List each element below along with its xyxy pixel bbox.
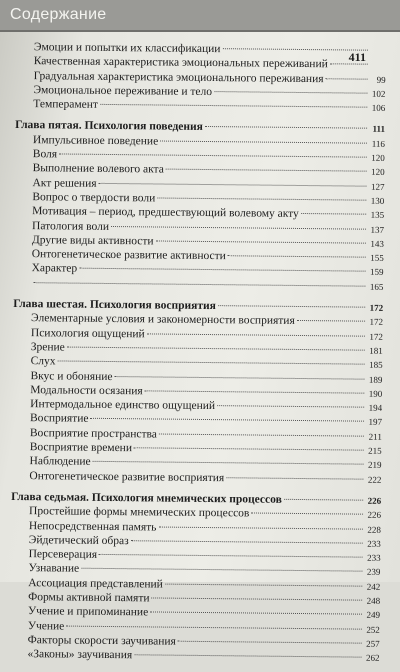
- dot-leader: [111, 226, 366, 230]
- entry-title: Импульсивное поведение: [33, 133, 158, 149]
- entry-title: Вкус и обоняние: [30, 369, 112, 384]
- dot-leader: [297, 320, 365, 322]
- entry-title: Вопрос о твердости воли: [32, 190, 155, 206]
- dot-leader: [67, 346, 365, 350]
- dot-leader: [157, 197, 366, 200]
- entry-page-number: 228: [365, 522, 381, 536]
- entry-page-number: 257: [364, 637, 380, 651]
- entry-title: Формы активной памяти: [28, 590, 150, 606]
- entry-page-number: 185: [367, 358, 383, 372]
- dot-leader: [115, 376, 365, 380]
- dot-leader: [222, 48, 367, 51]
- entry-page-number: 137: [368, 222, 384, 236]
- dot-leader: [99, 183, 367, 187]
- entry-title: Наблюдение: [30, 454, 91, 469]
- entry-title: Выполнение волевого акта: [33, 162, 164, 178]
- dot-leader: [284, 499, 363, 501]
- entry-title: Онтогенетическое развитие восприятия: [29, 469, 224, 485]
- entry-title: Психология ощущений: [31, 326, 145, 341]
- entry-page-number: 233: [365, 551, 381, 565]
- dot-leader: [81, 568, 362, 572]
- entry-page-number: 249: [364, 608, 380, 622]
- entry-page-number: 102: [369, 87, 385, 101]
- running-header: [0, 0, 400, 32]
- entry-title: Учение и припоминание: [28, 604, 148, 620]
- dot-leader: [59, 154, 367, 158]
- entry-page-number: 211: [366, 429, 382, 443]
- dot-leader: [214, 91, 367, 94]
- entry-title: Зрение: [31, 340, 65, 355]
- entry-title: «Законы» заучивания: [27, 647, 132, 662]
- entry-page-number: 120: [369, 151, 385, 165]
- entry-title: Эйдетический образ: [29, 533, 129, 548]
- entry-page-number: 116: [369, 136, 385, 150]
- entry-page-number: 172: [367, 315, 383, 329]
- dot-leader: [152, 597, 363, 600]
- entry-title: Интермодальное единство ощущений: [30, 397, 215, 413]
- entry-page-number: 99: [370, 72, 386, 86]
- dot-leader: [330, 64, 368, 65]
- dot-leader: [99, 554, 363, 558]
- dot-leader: [66, 625, 362, 629]
- entry-title: Характер: [32, 262, 78, 277]
- entry-title: Ассоциация представлений: [28, 576, 163, 592]
- entry-title: Эмоциональное переживание и тело: [33, 83, 212, 99]
- entry-page-number: 194: [366, 401, 382, 415]
- entry-title: Непосредственная память: [29, 519, 157, 535]
- dot-leader: [58, 361, 365, 365]
- entry-title: Факторы скорости заучивания: [28, 633, 176, 649]
- chapter-title: Глава пятая. Психология поведения: [15, 118, 203, 134]
- entry-page-number: 135: [368, 208, 384, 222]
- entry-title: Мотивация – период, предшествующий волевому акту: [32, 204, 299, 221]
- dot-leader: [326, 78, 368, 79]
- entry-title: Акт решения: [32, 176, 96, 191]
- toc-section: [11, 297, 383, 487]
- entry-title: Модальности осязания: [30, 383, 143, 398]
- entry-page-number: 165: [367, 279, 383, 293]
- dot-leader: [160, 140, 367, 143]
- entry-title: Патология воли: [32, 219, 109, 234]
- entry-page-number: 189: [366, 372, 382, 386]
- entry-title: Узнавание: [28, 562, 79, 577]
- entry-page-number: 143: [368, 237, 384, 251]
- dot-leader: [158, 526, 362, 529]
- dot-leader: [150, 612, 362, 615]
- entry-page-number: 248: [364, 594, 380, 608]
- entry-title: Эмоции и попытки их классификации: [34, 40, 221, 56]
- dot-leader: [134, 654, 361, 657]
- dot-leader: [228, 255, 366, 257]
- entry-title: Восприятие: [30, 412, 89, 427]
- entry-page-number: 127: [368, 179, 384, 193]
- entry-page-number: 226: [365, 494, 381, 508]
- toc-section: [15, 40, 386, 115]
- dot-leader: [134, 447, 364, 450]
- entry-page-number: 262: [363, 651, 379, 665]
- running-header-title: Содержание: [10, 6, 107, 24]
- entry-title: Воля: [33, 147, 57, 162]
- entry-page-number: 233: [365, 536, 381, 550]
- entry-page-number: 172: [367, 301, 383, 315]
- entry-page-number: 222: [365, 472, 381, 486]
- entry-page-number: 242: [364, 579, 380, 593]
- dot-leader: [147, 333, 365, 336]
- dot-leader: [79, 268, 365, 272]
- entry-page-number: 219: [365, 458, 381, 472]
- entry-title: Элементарные условия и закономерности восприятия: [31, 312, 295, 329]
- toc-trailing-row: [13, 276, 383, 294]
- dot-leader: [159, 433, 364, 436]
- toc-section: [9, 490, 381, 665]
- dot-leader: [165, 583, 362, 586]
- entry-page-number: 111: [369, 122, 385, 136]
- entry-title: Персеверация: [29, 547, 98, 562]
- entry-page-number: 197: [366, 415, 382, 429]
- dot-leader: [90, 418, 364, 422]
- dot-leader: [145, 390, 365, 393]
- entry-page-number: 190: [366, 387, 382, 401]
- entry-page-number: 130: [368, 194, 384, 208]
- dot-leader: [33, 282, 365, 286]
- entry-page-number: 106: [369, 101, 385, 115]
- page-number: 411: [349, 50, 366, 65]
- toc-section: [13, 118, 385, 293]
- dot-leader: [100, 104, 367, 108]
- entry-page-number: 181: [367, 344, 383, 358]
- entry-title: Темперамент: [33, 97, 98, 112]
- toc-entry-row: [11, 469, 381, 487]
- dot-leader: [217, 405, 364, 408]
- chapter-title: Глава шестая. Психология восприятия: [13, 297, 216, 313]
- dot-leader: [218, 305, 365, 308]
- entry-page-number: 172: [367, 329, 383, 343]
- dot-leader: [301, 213, 366, 215]
- entry-page-number: 215: [366, 444, 382, 458]
- entry-title: Слух: [31, 354, 56, 369]
- dot-leader: [156, 240, 366, 243]
- entry-title: Простейшие формы мнемических процессов: [29, 504, 249, 521]
- table-of-contents: [9, 40, 386, 672]
- entry-title: Другие виды активности: [32, 233, 154, 249]
- entry-page-number: 226: [365, 508, 381, 522]
- chapter-title: Глава седьмая. Психология мнемических процессов: [11, 490, 282, 507]
- dot-leader: [226, 477, 363, 479]
- entry-page-number: 120: [369, 165, 385, 179]
- entry-page-number: 252: [364, 622, 380, 636]
- entry-title: Восприятие времени: [30, 440, 132, 455]
- toc-entry-row: [15, 97, 385, 115]
- entry-page-number: 239: [364, 565, 380, 579]
- entry-title: Качественная характеристика эмоциональных переживаний: [34, 54, 328, 71]
- entry-page-number: 159: [368, 265, 384, 279]
- dot-leader: [131, 540, 363, 543]
- entry-page-number: 155: [368, 251, 384, 265]
- entry-title: Восприятие пространства: [30, 426, 157, 442]
- entry-title: Учение: [28, 619, 65, 634]
- entry-title: Градуальная характеристика эмоционального переживания: [34, 69, 324, 86]
- toc-entry-row: [9, 647, 379, 665]
- dot-leader: [93, 461, 364, 465]
- dot-leader: [251, 513, 363, 515]
- entry-title: Онтогенетическое развитие активности: [32, 247, 226, 263]
- dot-leader: [205, 126, 367, 129]
- dot-leader: [166, 169, 367, 172]
- dot-leader: [178, 641, 362, 644]
